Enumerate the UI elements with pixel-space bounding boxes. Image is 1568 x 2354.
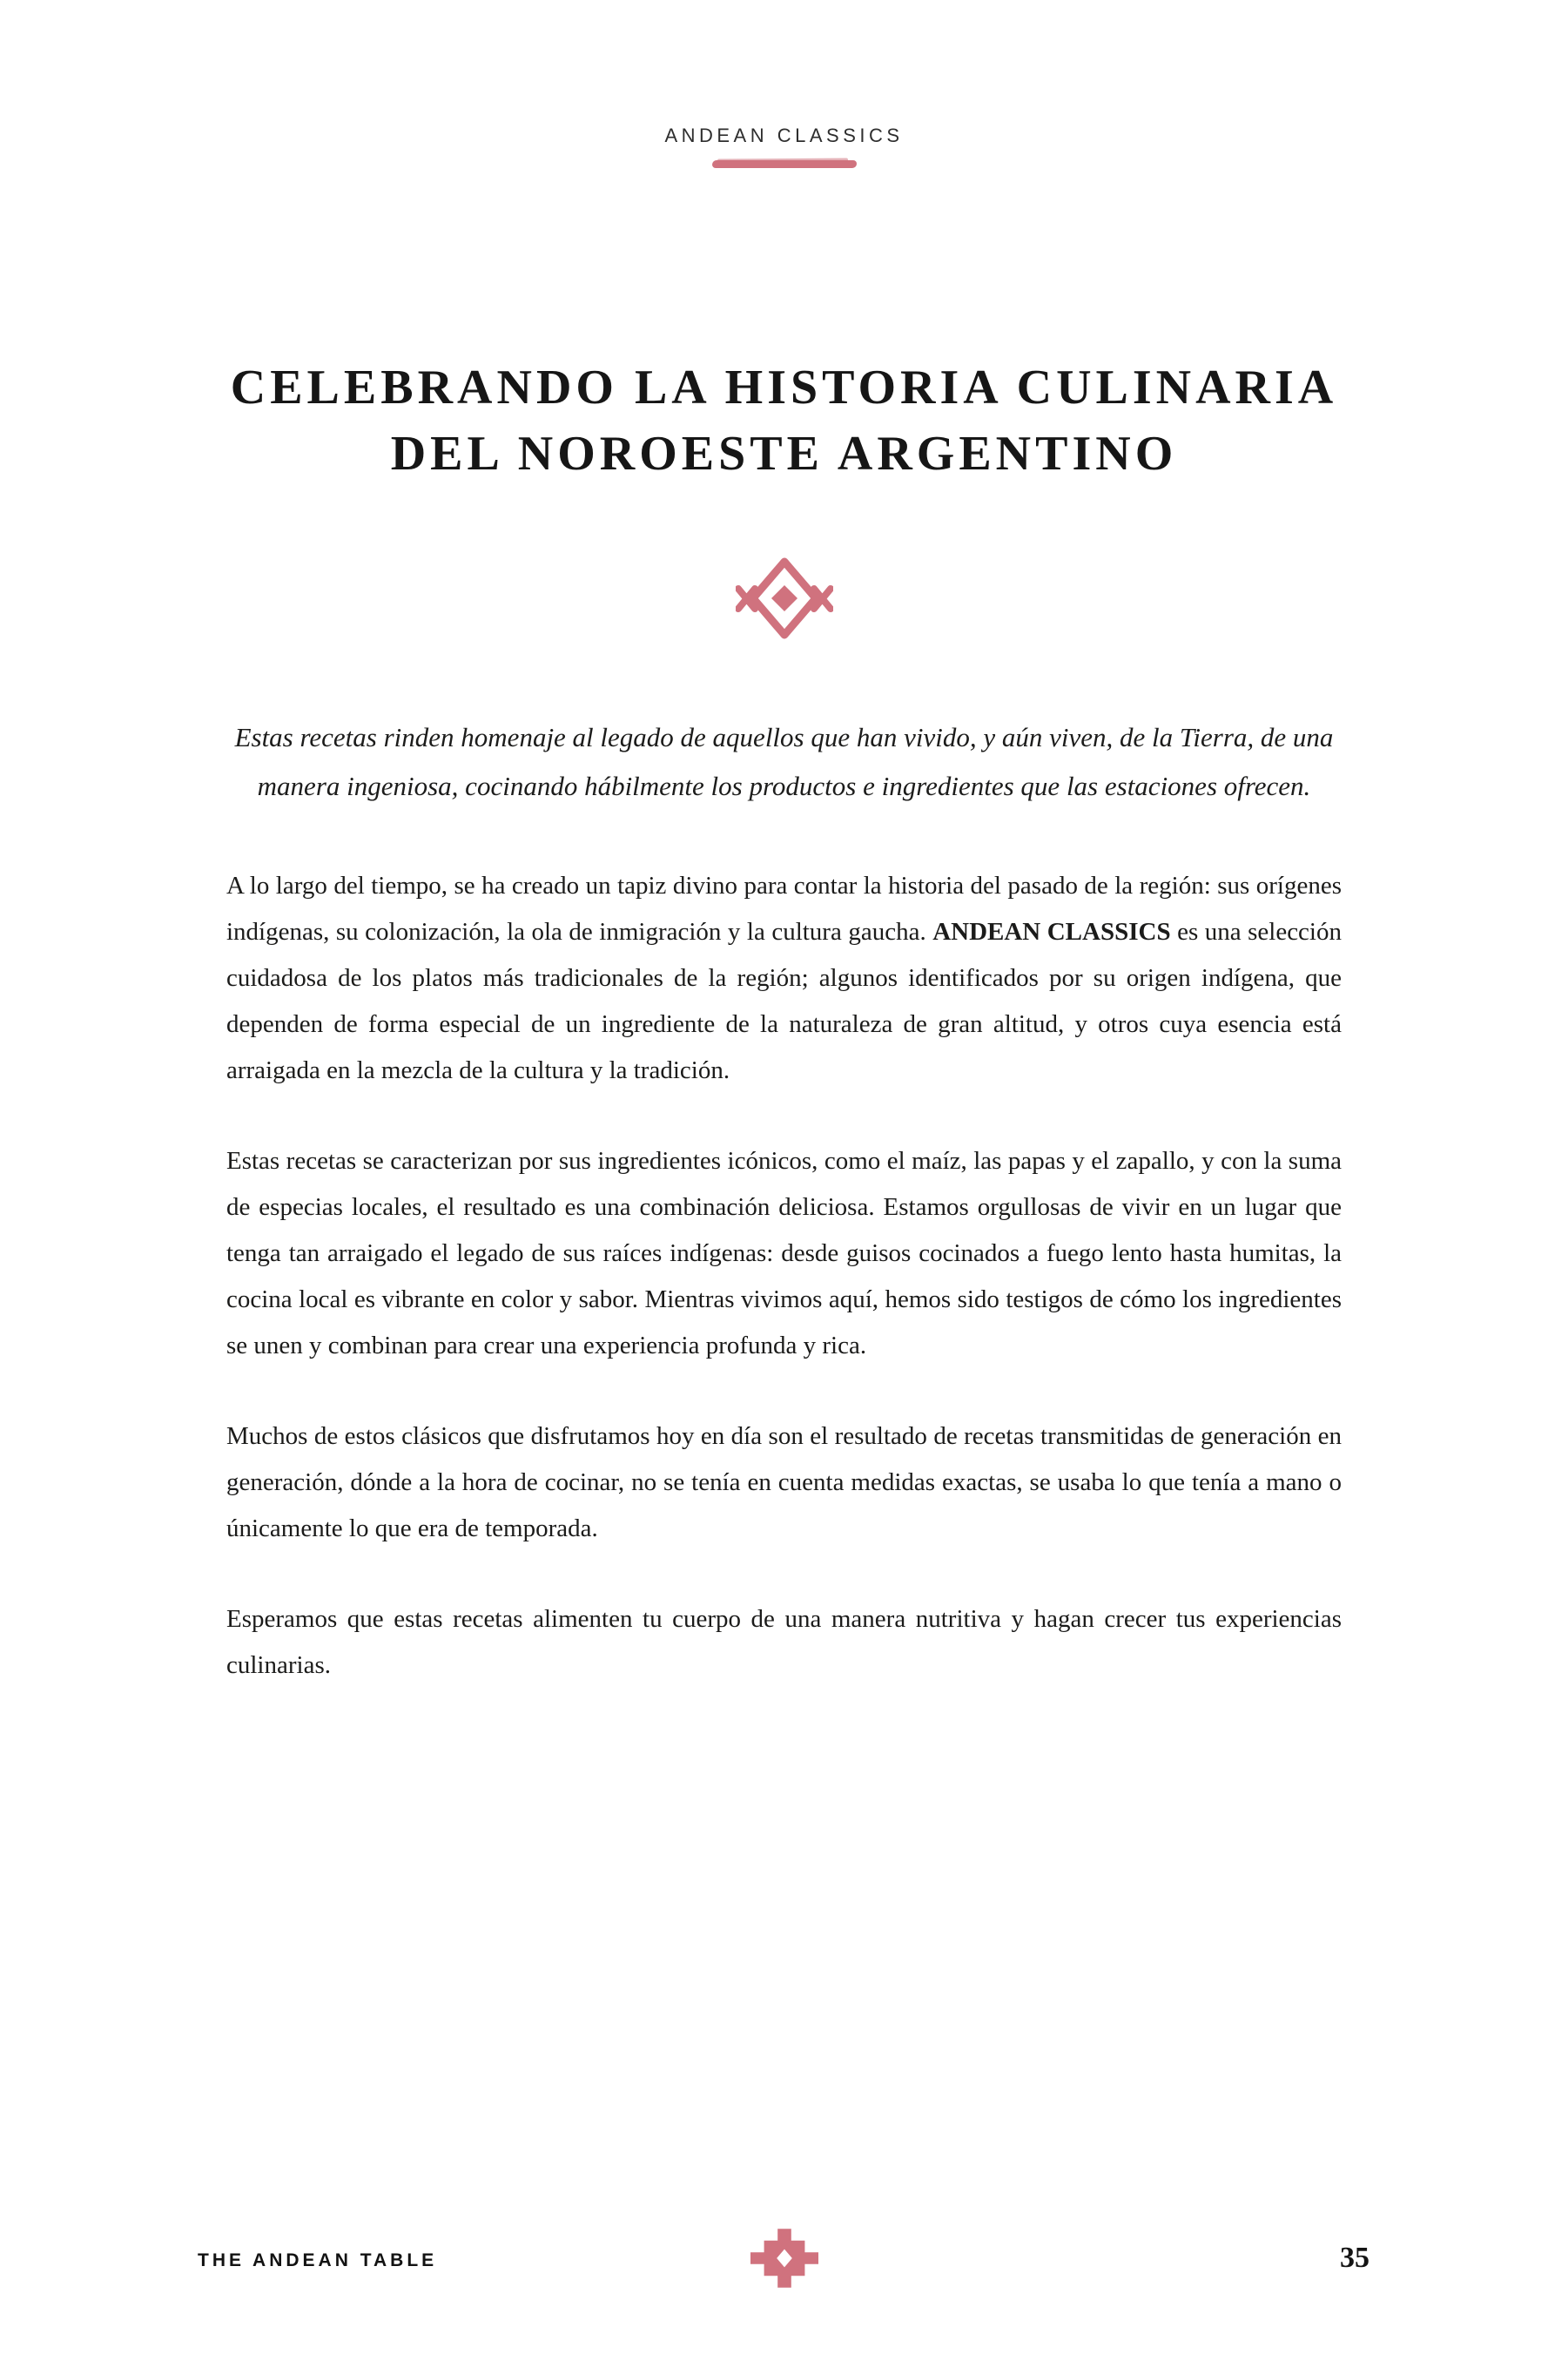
paragraph-1-text-after: es una selección cuidadosa de los platos más tradicionales de la región; algunos identificados por su origen indígena, que dependen de forma especial de un ingrediente de la naturaleza de gran altitud, y otros cuya esencia está arraigada en la mezcla de la cultura y la tradición. — [226, 918, 1342, 1084]
stepped-diamond-icon — [750, 2229, 818, 2288]
section-kicker: ANDEAN CLASSICS — [664, 125, 904, 146]
paragraph-4: Esperamos que estas recetas alimenten tu cuerpo de una manera nutritiva y hagan crecer tus experiencias culinarias. — [226, 1605, 1342, 1679]
book-page — [0, 125, 1568, 2354]
page-number: 35 — [1340, 2242, 1369, 2274]
brand-name-bold: ANDEAN CLASSICS — [932, 918, 1171, 946]
paragraph-1 — [226, 863, 1342, 1094]
intro-paragraph: Estas recetas rinden homenaje al legado de aquellos que han vivido, y aún viven, de la Tierra, de una manera ingeniosa, cocinando hábilmente los productos e ingredientes que las estaciones ofrecen. — [234, 722, 1334, 801]
body-text — [226, 863, 1342, 1689]
book-title: THE ANDEAN TABLE — [198, 2250, 438, 2270]
page-title-line1: CELEBRANDO LA HISTORIA CULINARIA — [230, 361, 1338, 415]
paragraph-2: Estas recetas se caracterizan por sus ingredientes icónicos, como el maíz, las papas y el zapallo, y con la suma de especias locales, el resultado es una combinación deliciosa. Estamos orgullosas de vivir en un lugar que tenga tan arraigado el legado de sus raíces indígenas: desde guisos cocinados a fuego lento hasta humitas, la cocina local es vibrante en color y sabor. Mientras vivimos aquí, hemos sido testigos de cómo los ingredientes se unen y combinan para crear una experiencia profunda y rica. — [226, 1147, 1342, 1359]
page-title-line2: DEL NOROESTE ARGENTINO — [390, 427, 1178, 481]
paragraph-3: Muchos de estos clásicos que disfrutamos hoy en día son el resultado de recetas transmitidas de generación en generación, dónde a la hora de cocinar, no se tenía en cuenta medidas exactas, se usaba lo que tenía a mano o únicamente lo que era de temporada. — [226, 1422, 1342, 1542]
brush-underline — [712, 160, 857, 168]
paragraph-1-text-before: A lo largo del tiempo, se ha creado un tapiz divino para contar la historia del pasado de la región: sus orígenes indígenas, su colonización, la ola de inmigración y la cultura gaucha. — [226, 872, 1342, 946]
page-header — [0, 125, 1568, 168]
diamond-cross-icon — [736, 556, 833, 640]
page-title — [0, 354, 1568, 487]
